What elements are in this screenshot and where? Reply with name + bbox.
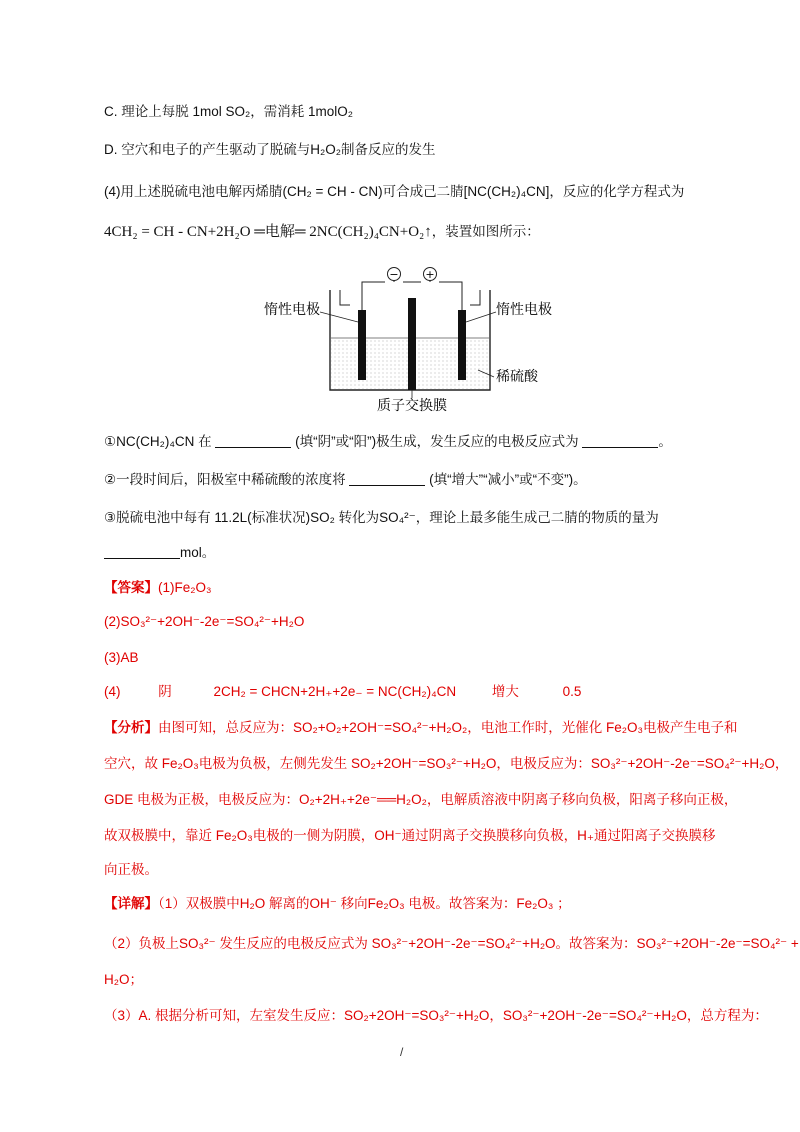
sub-question-1-end: 。 bbox=[658, 434, 672, 449]
answer-4-part4: 0.5 bbox=[562, 684, 582, 699]
proton-exchange-membrane bbox=[408, 298, 416, 390]
answer-line-1 bbox=[104, 578, 740, 598]
equation-tail: ，装置如图所示： bbox=[431, 224, 540, 239]
detail-line-4: （3）A. 根据分析可知，左室发生反应：SO₂+2OH⁻=SO₃²⁻+H₂O，SO₃²⁻+2OH⁻-2e⁻=SO₄²⁻+H₂O，总方程为： bbox=[104, 1008, 768, 1023]
question-4-equation bbox=[104, 222, 740, 242]
left-electrode-label: 惰性电极 bbox=[264, 302, 320, 318]
blank-moles[interactable] bbox=[104, 544, 180, 559]
electrolysis-apparatus-diagram bbox=[250, 260, 570, 420]
membrane-label: 质子交换膜 bbox=[377, 398, 447, 414]
sub-question-3-unit: mol。 bbox=[180, 545, 216, 560]
sub-question-3: ③脱硫电池中每有 11.2L(标准状况)SO₂ 转化为SO₄²⁻，理论上最多能生成己二腈的物质的量为 bbox=[104, 510, 659, 525]
left-inert-electrode bbox=[358, 310, 366, 380]
sub-question-1-mid: (填“阴”或“阳”)极生成，发生反应的电极反应式为 bbox=[295, 434, 579, 449]
analysis-line-2: 空穴，故 Fe₂O₃电极为负极，左侧先发生 SO₂+2OH⁻=SO₃²⁻+H₂O，电极反应为：SO₃²⁻+2OH⁻-2e⁻=SO₄²⁻+H₂O， bbox=[104, 756, 789, 771]
question-4-intro: (4)用上述脱硫电池电解丙烯腈(CH₂ = CH - CN)可合成己二腈[NC(CH₂)₄CN]，反应的化学方程式为 bbox=[104, 184, 685, 199]
detail-line-1 bbox=[104, 894, 740, 914]
blank-concentration[interactable] bbox=[349, 471, 425, 486]
page-footer: / bbox=[400, 1045, 404, 1059]
question-option-d: D. 空穴和电子的产生驱动了脱硫与H₂O₂制备反应的发生 bbox=[104, 142, 436, 157]
answer-tag: 【答案】 bbox=[104, 580, 158, 595]
positive-sign: + bbox=[425, 268, 435, 281]
detail-line-3: H₂O； bbox=[104, 972, 143, 987]
sub-question-2-start: ②一段时间后，阳极室中稀硫酸的浓度将 bbox=[104, 472, 346, 487]
analysis-line-3: GDE 电极为正极，电极反应为：O₂+2H₊+2e⁻══H₂O₂，电解质溶液中阴离子移向负极，阳离子移向正极， bbox=[104, 792, 738, 807]
analysis-line-4: 故双极膜中，靠近 Fe₂O₃电极的一侧为阴膜，OH⁻通过阴离子交换膜移向负极，H₊通过阳离子交换膜移 bbox=[104, 828, 716, 843]
right-bracket bbox=[470, 290, 480, 305]
sub-question-1-start: ①NC(CH₂)₄CN 在 bbox=[104, 434, 212, 449]
answer-4-part2: 2CH₂ = CHCN+2H₊+2e₋ = NC(CH₂)₄CN bbox=[213, 684, 457, 699]
answer-2: (2)SO₃²⁻+2OH⁻-2e⁻=SO₄²⁻+H₂O bbox=[104, 614, 305, 629]
answer-1: (1)Fe₂O₃ bbox=[158, 580, 212, 595]
answer-4 bbox=[104, 682, 740, 702]
analysis-line-5: 向正极。 bbox=[104, 862, 158, 877]
answer-3: (3)AB bbox=[104, 650, 139, 665]
blank-electrode-reaction[interactable] bbox=[582, 433, 658, 448]
left-wire bbox=[362, 282, 385, 310]
analysis-line-1 bbox=[104, 718, 740, 738]
right-electrode-label: 惰性电极 bbox=[496, 302, 552, 318]
dilute-sulfuric-acid-label: 稀硫酸 bbox=[496, 369, 538, 385]
sub-question-1 bbox=[104, 432, 740, 452]
question-option-c: C. 理论上每脱 1mol SO₂，需消耗 1molO₂ bbox=[104, 104, 354, 119]
detail-line-2: （2）负极上SO₃²⁻ 发生反应的电极反应式为 SO₃²⁻+2OH⁻-2e⁻=SO₄²⁻+H₂O。故答案为：SO₃²⁻+2OH⁻-2e⁻=SO₄²⁻ + bbox=[104, 936, 799, 951]
answer-4-num: (4) bbox=[104, 684, 121, 699]
blank-electrode[interactable] bbox=[215, 433, 291, 448]
negative-sign: − bbox=[389, 268, 399, 281]
answer-4-part1: 阴 bbox=[158, 684, 172, 699]
right-wire bbox=[439, 282, 462, 310]
detail-tag: 【详解】 bbox=[104, 896, 158, 911]
analysis-text-1: 由图可知，总反应为：SO₂+O₂+2OH⁻=SO₄²⁻+H₂O₂，电池工作时，光催化 Fe₂O₃电极产生电子和 bbox=[158, 720, 738, 735]
sub-question-2-end: (填“增大”“减小”或“不变”)。 bbox=[429, 472, 587, 487]
left-bracket bbox=[340, 290, 350, 305]
detail-text-1: （1）双极膜中H₂O 解离的OH⁻ 移向Fe₂O₃ 电极。故答案为：Fe₂O₃ ； bbox=[158, 896, 571, 911]
sub-question-3-answer-line bbox=[104, 543, 740, 563]
analysis-tag: 【分析】 bbox=[104, 720, 158, 735]
right-inert-electrode bbox=[458, 310, 466, 380]
sub-question-2 bbox=[104, 470, 740, 490]
answer-4-part3: 增大 bbox=[491, 684, 519, 699]
electrolysis-equation: 4CH₂ = CH - CN+2H₂O ═电解═ 2NC(CH₂)₄CN+O₂↑ bbox=[104, 224, 432, 240]
